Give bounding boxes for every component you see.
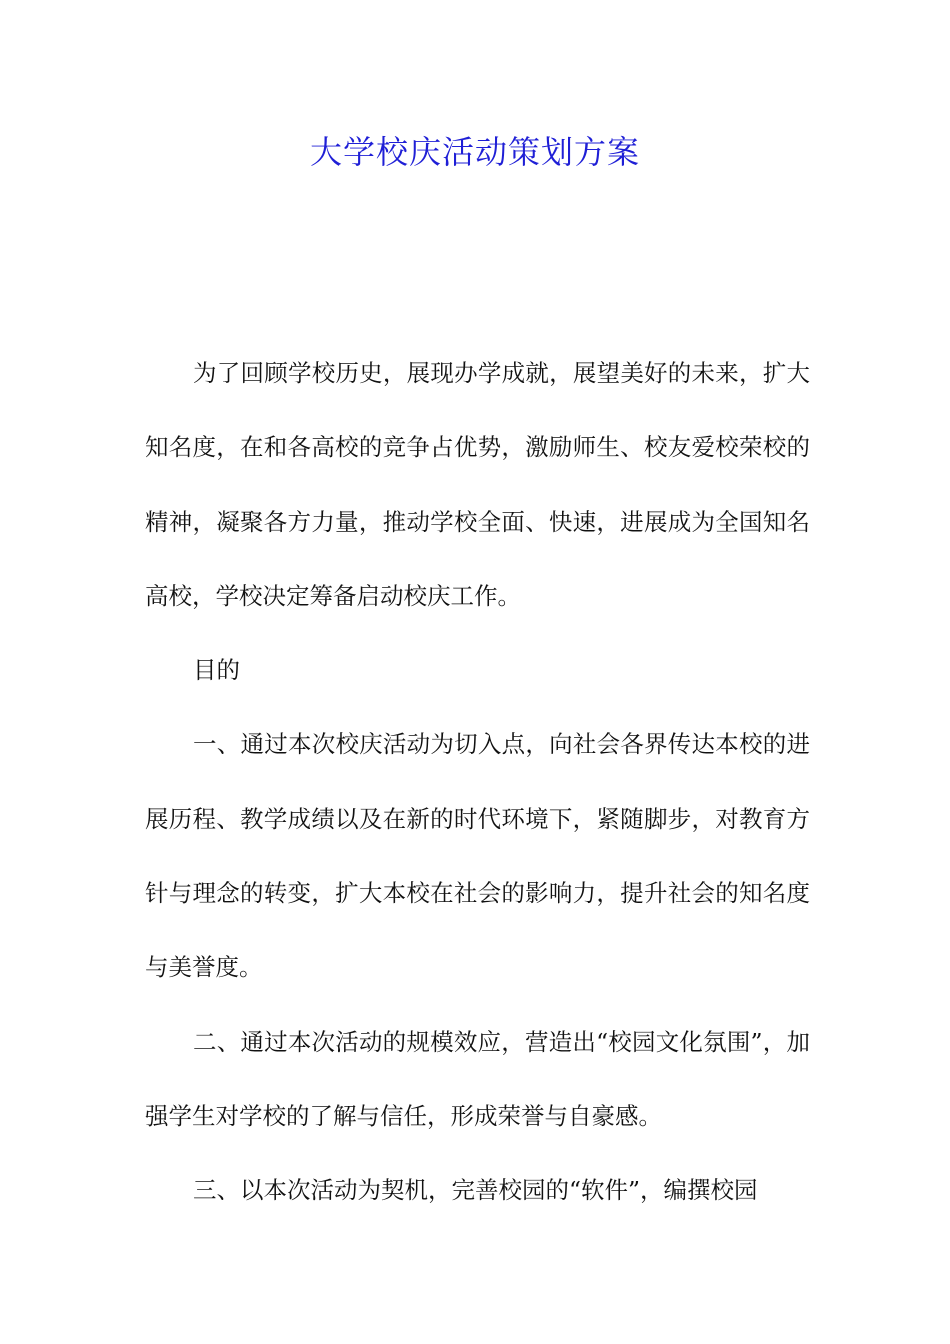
paragraph-purpose-2: 二、通过本次活动的规模效应，营造出“校园文化氛围”，加强学生对学校的了解与信任，形成荣誉与自豪感。 <box>145 1027 810 1130</box>
paragraph-intro: 为了回顾学校历史，展现办学成就，展望美好的未来，扩大知名度，在和各高校的竞争占优势，激励师生、校友爱校荣校的精神，凝聚各方力量，推动学校全面、快速，进展成为全国知名高校，学校决定筹备启动校庆工作。 <box>145 359 810 610</box>
paragraph-purpose-1: 一、通过本次校庆活动为切入点，向社会各界传达本校的进展历程、教学成绩以及在新的时代环境下，紧随脚步，对教育方针与理念的转变，扩大本校在社会的影响力，提升社会的知名度与美誉度。 <box>145 730 810 982</box>
section-heading-purpose: 目的 <box>193 656 240 685</box>
document-title: 大学校庆活动策划方案 <box>309 133 640 171</box>
paragraph-purpose-3: 三、以本次活动为契机，完善校园的“软件”，编撰校园 <box>193 1176 758 1205</box>
document-body <box>145 336 810 1228</box>
